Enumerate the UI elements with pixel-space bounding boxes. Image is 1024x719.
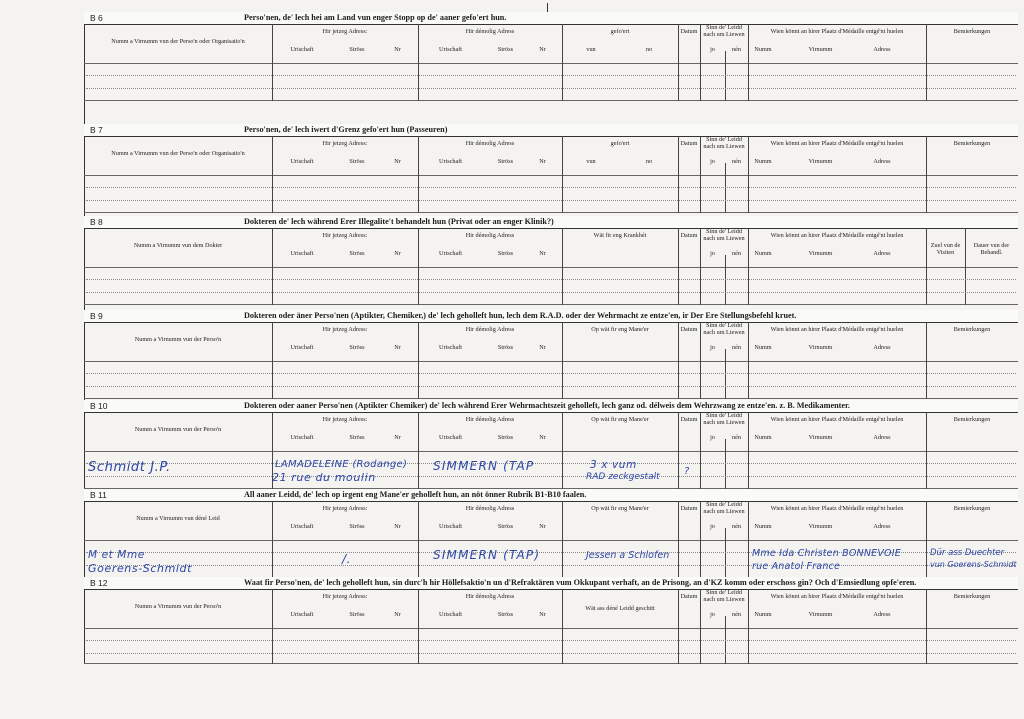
column-divider bbox=[418, 24, 419, 101]
transported-header: gefo'ert bbox=[610, 140, 630, 147]
section-code: B 8 bbox=[90, 217, 103, 227]
b10-name: Schmidt J.P. bbox=[88, 460, 171, 475]
column-divider bbox=[272, 322, 273, 399]
number-subheader: Nr bbox=[394, 611, 401, 618]
b11-name-line2: Goerens-Schmidt bbox=[88, 562, 193, 575]
remarks-header: Bemierkungen bbox=[953, 140, 991, 147]
locality-subheader: Urischaft bbox=[438, 344, 463, 351]
entry-row-line bbox=[86, 200, 1016, 201]
column-divider bbox=[748, 412, 749, 489]
locality-subheader: Urischaft bbox=[290, 434, 314, 441]
street-subheader: Ströss bbox=[497, 158, 514, 165]
from-subheader: vun bbox=[586, 46, 596, 53]
column-divider bbox=[926, 322, 927, 399]
section-header bbox=[84, 216, 1018, 229]
current-address-header: Hir jetzeg Adress: bbox=[322, 232, 368, 239]
locality-subheader: Urischaft bbox=[290, 250, 314, 257]
date-header: Datum bbox=[680, 326, 698, 333]
jo-nen-divider bbox=[725, 163, 726, 213]
b10-date: ? bbox=[684, 466, 690, 477]
column-divider bbox=[748, 228, 749, 305]
number-subheader: Nr bbox=[539, 523, 546, 530]
manner-header: Op wät fir eng Mane'er bbox=[591, 505, 649, 512]
recipient-address-subheader: Adress bbox=[873, 611, 891, 618]
no-subheader: nén bbox=[732, 523, 741, 530]
column-divider bbox=[748, 136, 749, 213]
header-bottom-border bbox=[84, 63, 1018, 64]
locality-subheader: Urischaft bbox=[438, 158, 463, 165]
name-column-header: Numm a Virnumm vun der Perso'n oder Organisatio'n bbox=[111, 38, 245, 45]
column-divider bbox=[926, 501, 927, 578]
column-divider bbox=[678, 501, 679, 578]
manner-header: Op wät fir eng Mane'er bbox=[591, 326, 649, 333]
recipient-firstname-subheader: Virnumm bbox=[808, 158, 833, 165]
street-subheader: Ströss bbox=[497, 344, 514, 351]
recipient-firstname-subheader: Virnumm bbox=[808, 434, 833, 441]
recipient-address-subheader: Adress bbox=[873, 523, 891, 530]
street-subheader: Ströss bbox=[497, 46, 514, 53]
name-column-header: Numm a Virnumm vun der Perso'n bbox=[134, 426, 222, 433]
street-subheader: Ströss bbox=[349, 523, 365, 530]
locality-subheader: Urischaft bbox=[290, 344, 314, 351]
entry-row-line bbox=[86, 640, 1016, 641]
column-divider bbox=[418, 228, 419, 305]
no-subheader: nén bbox=[732, 434, 741, 441]
section-bottom-border bbox=[84, 663, 1018, 664]
column-divider bbox=[748, 501, 749, 578]
treatment-duration-header: Dauer vun der Behandl. bbox=[973, 242, 1010, 257]
column-divider bbox=[678, 412, 679, 489]
name-column-header: Numm a Virnumm vun dem Dokter bbox=[133, 242, 223, 249]
b11-medal: Mme Ida Christen BONNEVOIE bbox=[752, 548, 901, 559]
name-column-header: Numm a Virnumm vun der Perso'n bbox=[134, 336, 222, 343]
street-subheader: Ströss bbox=[349, 611, 365, 618]
locality-subheader: Urischaft bbox=[290, 523, 314, 530]
jo-nen-divider bbox=[725, 528, 726, 578]
recipient-name-subheader: Numm bbox=[754, 523, 772, 530]
former-address-header: Hir démolig Adress bbox=[465, 505, 515, 512]
street-subheader: Ströss bbox=[349, 434, 365, 441]
number-subheader: Nr bbox=[539, 434, 546, 441]
street-subheader: Ströss bbox=[497, 523, 514, 530]
column-divider bbox=[272, 501, 273, 578]
former-address-header: Hir démolig Adress bbox=[465, 326, 515, 333]
manner-header: Wät fir eng Krankhét bbox=[593, 232, 647, 239]
column-divider bbox=[562, 501, 563, 578]
no-subheader: nén bbox=[732, 344, 741, 351]
recipient-name-subheader: Numm bbox=[754, 46, 772, 53]
section-code: B 11 bbox=[90, 490, 107, 500]
column-divider bbox=[748, 24, 749, 101]
section-bottom-border bbox=[84, 212, 1018, 213]
locality-subheader: Urischaft bbox=[438, 46, 463, 53]
section-title: Perso'nen, de' lech iwert d'Grenz gefo'ert hun (Passeuren) bbox=[244, 125, 448, 134]
visits-header: Zuel vun de Visiten bbox=[930, 242, 961, 257]
medal-recipient-header: Wien könnt an hirer Plaatz d'Médaille entgé'nt huelen bbox=[770, 326, 904, 333]
yes-subheader: jo bbox=[710, 46, 715, 53]
section-code: B 9 bbox=[90, 311, 103, 321]
former-address-header: Hir démolig Adress bbox=[465, 232, 515, 239]
medal-recipient-header: Wien könnt an hirer Plaatz d'Médaille entgé'nt huelen bbox=[770, 593, 904, 600]
recipient-firstname-subheader: Virnumm bbox=[808, 611, 833, 618]
recipient-name-subheader: Numm bbox=[754, 434, 772, 441]
former-address-header: Hir démolig Adress bbox=[465, 140, 515, 147]
number-subheader: Nr bbox=[394, 250, 401, 257]
locality-subheader: Urischaft bbox=[438, 523, 463, 530]
b10-manner-line2: RAD zeckgestalt bbox=[586, 472, 660, 482]
header-bottom-border bbox=[84, 361, 1018, 362]
column-divider bbox=[562, 228, 563, 305]
locality-subheader: Urischaft bbox=[290, 611, 314, 618]
number-subheader: Nr bbox=[394, 344, 401, 351]
column-divider bbox=[418, 412, 419, 489]
page-tick-mark bbox=[547, 3, 548, 12]
recipient-address-subheader: Adress bbox=[873, 158, 891, 165]
section-bottom-border bbox=[84, 398, 1018, 399]
b10-manner-line1: 3 x vum bbox=[590, 459, 637, 471]
column-divider bbox=[678, 24, 679, 101]
current-address-header: Hir jetzeg Adress: bbox=[322, 326, 368, 333]
former-address-header: Hir démolig Adress bbox=[465, 416, 515, 423]
locality-subheader: Urischaft bbox=[438, 250, 463, 257]
medal-recipient-header: Wien könnt an hirer Plaatz d'Médaille entgé'nt huelen bbox=[770, 505, 904, 512]
form-section-b8 bbox=[84, 216, 1018, 305]
header-bottom-border bbox=[84, 451, 1018, 452]
yes-subheader: jo bbox=[710, 611, 715, 618]
entry-row-line bbox=[86, 373, 1016, 374]
medal-recipient-header: Wien könnt an hirer Plaatz d'Médaille entgé'nt huelen bbox=[770, 416, 904, 423]
section-bottom-border bbox=[84, 100, 1018, 101]
alive-header: Sinn de' Leidd nach um Liewen bbox=[703, 136, 745, 150]
name-column-header: Numm a Virnumm vun déné Leid bbox=[136, 515, 220, 522]
recipient-firstname-subheader: Virnumm bbox=[808, 250, 833, 257]
entry-row-line bbox=[86, 653, 1016, 654]
jo-nen-divider bbox=[725, 349, 726, 399]
street-subheader: Ströss bbox=[349, 250, 365, 257]
jo-nen-divider bbox=[725, 255, 726, 305]
what-happened-header: Wät ass déné Leidd geschitt bbox=[585, 605, 655, 612]
remarks-header: Bemierkungen bbox=[953, 416, 991, 423]
number-subheader: Nr bbox=[394, 434, 401, 441]
recipient-address-subheader: Adress bbox=[873, 250, 891, 257]
from-subheader: vun bbox=[586, 158, 596, 165]
entry-row-line bbox=[86, 292, 1016, 293]
to-subheader: no bbox=[645, 158, 653, 165]
form-section-b9 bbox=[84, 310, 1018, 399]
number-subheader: Nr bbox=[539, 250, 546, 257]
column-divider bbox=[272, 136, 273, 213]
section-header bbox=[84, 12, 1018, 25]
alive-header: Sinn de' Leidd nach um Liewen bbox=[703, 24, 745, 38]
date-header: Datum bbox=[680, 416, 698, 423]
section-code: B 7 bbox=[90, 125, 103, 135]
form-section-b6 bbox=[84, 12, 1018, 101]
entry-row-line bbox=[86, 279, 1016, 280]
entry-row-line bbox=[86, 75, 1016, 76]
column-divider bbox=[272, 228, 273, 305]
name-column-header: Numm a Virnumm vun der Perso'n bbox=[134, 603, 222, 610]
date-header: Datum bbox=[680, 28, 698, 35]
number-subheader: Nr bbox=[394, 523, 401, 530]
column-divider bbox=[926, 136, 927, 213]
column-divider bbox=[562, 24, 563, 101]
alive-header: Sinn de' Leidd nach um Liewen bbox=[703, 228, 745, 242]
date-header: Datum bbox=[680, 232, 698, 239]
locality-subheader: Urischaft bbox=[438, 434, 463, 441]
to-subheader: no bbox=[645, 46, 653, 53]
entry-row-line bbox=[86, 187, 1016, 188]
remarks-header: Bemierkungen bbox=[953, 593, 991, 600]
yes-subheader: jo bbox=[710, 434, 715, 441]
yes-subheader: jo bbox=[710, 250, 715, 257]
medal-recipient-header: Wien könnt an hirer Plaatz d'Médaille entgé'nt huelen bbox=[770, 232, 904, 239]
recipient-address-subheader: Adress bbox=[873, 46, 891, 53]
header-bottom-border bbox=[84, 628, 1018, 629]
form-section-b10 bbox=[84, 400, 1018, 489]
recipient-address-subheader: Adress bbox=[873, 344, 891, 351]
jo-nen-divider bbox=[725, 439, 726, 489]
visits-divider bbox=[965, 228, 966, 305]
section-code: B 12 bbox=[90, 578, 108, 588]
b11-notes-line1: Dür ass Duechter bbox=[930, 548, 1005, 558]
current-address-header: Hir jetzeg Adress: bbox=[322, 140, 368, 147]
street-subheader: Ströss bbox=[497, 434, 514, 441]
jo-nen-divider bbox=[725, 51, 726, 101]
section-title: Dokteren oder aaner Perso'nen (Aptikter Chemiker) de' lech während Erer Wehrmachtszeit geholleft, lech ganz od. délweis dem Wehrzwang ze entze'en. z. B. Medikamenter. bbox=[244, 401, 850, 410]
medal-recipient-header: Wien könnt an hirer Plaatz d'Médaille entgé'nt huelen bbox=[770, 28, 904, 35]
column-divider bbox=[926, 412, 927, 489]
recipient-name-subheader: Numm bbox=[754, 250, 772, 257]
section-code: B 10 bbox=[90, 401, 108, 411]
section-bottom-border bbox=[84, 304, 1018, 305]
b11-addr-now: /. bbox=[342, 552, 352, 566]
yes-subheader: jo bbox=[710, 344, 715, 351]
current-address-header: Hir jetzeg Adress: bbox=[322, 593, 368, 600]
column-divider bbox=[926, 228, 927, 305]
name-column-header: Numm a Virnumm vun der Perso'n oder Organisatio'n bbox=[111, 150, 245, 157]
number-subheader: Nr bbox=[394, 46, 401, 53]
b10-addr-now-line1: LAMADELEINE (Rodange) bbox=[275, 459, 408, 470]
no-subheader: nén bbox=[732, 46, 741, 53]
remarks-header: Bemierkungen bbox=[953, 505, 991, 512]
street-subheader: Ströss bbox=[349, 344, 365, 351]
entry-row-line bbox=[86, 565, 1016, 566]
current-address-header: Hir jetzeg Adress: bbox=[322, 416, 368, 423]
alive-header: Sinn de' Leidd nach um Liewen bbox=[703, 501, 745, 515]
no-subheader: nén bbox=[732, 158, 741, 165]
column-divider bbox=[418, 136, 419, 213]
date-header: Datum bbox=[680, 593, 698, 600]
column-divider bbox=[418, 501, 419, 578]
former-address-header: Hir démolig Adress bbox=[465, 28, 515, 35]
form-section-b11 bbox=[84, 489, 1018, 578]
manner-header: Op wät fir eng Mane'er bbox=[591, 416, 649, 423]
section-header bbox=[84, 310, 1018, 323]
section-title: Dokteren de' lech während Erer Illegalite't behandelt hun (Privat oder an enger Klinik?) bbox=[244, 217, 554, 226]
column-divider bbox=[926, 24, 927, 101]
b10-addr-now-line2: 21 rue du moulin bbox=[272, 471, 376, 484]
b11-name-line1: M et Mme bbox=[88, 549, 145, 561]
number-subheader: Nr bbox=[539, 344, 546, 351]
alive-header: Sinn de' Leidd nach um Liewen bbox=[703, 322, 745, 336]
locality-subheader: Urischaft bbox=[290, 158, 314, 165]
yes-subheader: jo bbox=[710, 158, 715, 165]
section-header bbox=[84, 489, 1018, 502]
b11-notes-line2: vun Goerens-Schmidt bbox=[930, 560, 1017, 569]
section-header bbox=[84, 400, 1018, 413]
column-divider bbox=[748, 322, 749, 399]
locality-subheader: Urischaft bbox=[438, 611, 463, 618]
no-subheader: nén bbox=[732, 250, 741, 257]
recipient-firstname-subheader: Virnumm bbox=[808, 523, 833, 530]
number-subheader: Nr bbox=[539, 611, 546, 618]
column-divider bbox=[678, 228, 679, 305]
b10-addr-then: SIMMERN (TAP bbox=[433, 459, 535, 473]
section-header bbox=[84, 124, 1018, 137]
section-code: B 6 bbox=[90, 13, 103, 23]
b11-medal-address: rue Anatol France bbox=[752, 561, 841, 572]
recipient-name-subheader: Numm bbox=[754, 158, 772, 165]
column-divider bbox=[562, 136, 563, 213]
recipient-firstname-subheader: Virnumm bbox=[808, 344, 833, 351]
street-subheader: Ströss bbox=[349, 158, 365, 165]
street-subheader: Ströss bbox=[497, 611, 514, 618]
column-divider bbox=[678, 322, 679, 399]
section-title: Perso'nen, de' lech hei am Land vun enger Stopp op de' aaner gefo'ert hun. bbox=[244, 13, 507, 22]
alive-header: Sinn de' Leidd nach um Liewen bbox=[703, 589, 745, 603]
column-divider bbox=[562, 322, 563, 399]
transported-header: gefo'ert bbox=[610, 28, 630, 35]
street-subheader: Ströss bbox=[349, 46, 365, 53]
current-address-header: Hir jetzeg Adress: bbox=[322, 28, 368, 35]
entry-row-line bbox=[86, 386, 1016, 387]
form-section-b12 bbox=[84, 577, 1018, 664]
section-title: All aaner Leidd, de' lech op irgent eng Mane'er geholleft hun, an nöt önner Rubrik B1-B10 faalen. bbox=[244, 490, 587, 499]
entry-row-line bbox=[86, 476, 1016, 477]
column-divider bbox=[272, 24, 273, 101]
medal-recipient-header: Wien könnt an hirer Plaatz d'Médaille entgé'nt huelen bbox=[770, 140, 904, 147]
b11-addr-then: SIMMERN (TAP) bbox=[433, 548, 541, 562]
number-subheader: Nr bbox=[539, 46, 546, 53]
former-address-header: Hir démolig Adress bbox=[465, 593, 515, 600]
current-address-header: Hir jetzeg Adress: bbox=[322, 505, 368, 512]
entry-row-line bbox=[86, 463, 1016, 464]
header-bottom-border bbox=[84, 175, 1018, 176]
recipient-address-subheader: Adress bbox=[873, 434, 891, 441]
column-divider bbox=[418, 322, 419, 399]
header-bottom-border bbox=[84, 540, 1018, 541]
remarks-header: Bemierkungen bbox=[953, 28, 991, 35]
date-header: Datum bbox=[680, 505, 698, 512]
remarks-header: Bemierkungen bbox=[953, 326, 991, 333]
column-divider bbox=[562, 412, 563, 489]
yes-subheader: jo bbox=[710, 523, 715, 530]
no-subheader: nén bbox=[732, 611, 741, 618]
number-subheader: Nr bbox=[539, 158, 546, 165]
column-divider bbox=[678, 136, 679, 213]
header-bottom-border bbox=[84, 267, 1018, 268]
recipient-name-subheader: Numm bbox=[754, 344, 772, 351]
entry-row-line bbox=[86, 88, 1016, 89]
number-subheader: Nr bbox=[394, 158, 401, 165]
recipient-firstname-subheader: Virnumm bbox=[808, 46, 833, 53]
locality-subheader: Urischaft bbox=[290, 46, 314, 53]
street-subheader: Ströss bbox=[497, 250, 514, 257]
date-header: Datum bbox=[680, 140, 698, 147]
alive-header: Sinn de' Leidd nach um Liewen bbox=[703, 412, 745, 426]
section-header bbox=[84, 577, 1018, 590]
form-section-b7 bbox=[84, 124, 1018, 213]
section-title: Dokteren oder äner Perso'nen (Aptikter, Chemiker,) de' lech geholleft hun, lech dem R.A.D. oder der Wehrmacht ze entze'en, ir Der Ere Stellungsbefehl kruet. bbox=[244, 311, 797, 320]
recipient-name-subheader: Numm bbox=[754, 611, 772, 618]
section-title: Waat fir Perso'nen, de' lech geholleft hun, sin durc'h hir Höllefsaktio'n un d'Refraktären vum Okkupant verhaft, an de Prisong, an d'KZ komm oder erschoss gin? Och d'Emsiedlung opfe'eren. bbox=[244, 578, 917, 587]
b11-manner: Jessen a Schlofen bbox=[586, 550, 670, 561]
